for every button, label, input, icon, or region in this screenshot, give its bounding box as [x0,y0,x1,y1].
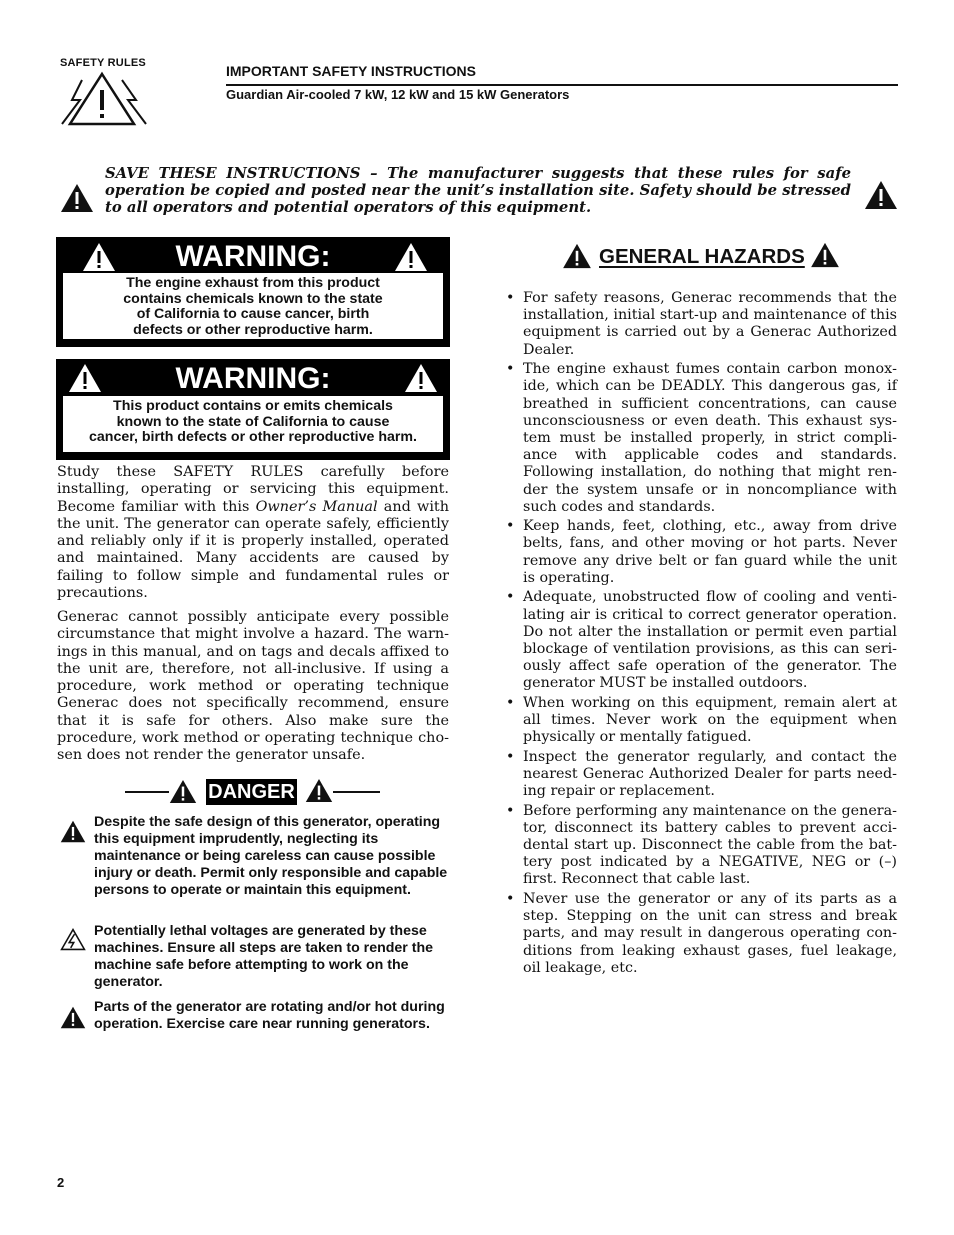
header-rule [226,84,898,86]
danger-text: Parts of the generator are rotating and/or hot during operation. Exercise care near running generators. [94,999,445,1033]
warning-title: WARNING: [175,240,331,273]
warning-box-chemicals [56,359,450,460]
list-item: • Keep hands, feet, clothing, etc., away from drive belts, fans, and other moving or hot parts. Never remove any drive belt or fan guard while the unit is operating. [504,518,897,587]
warning-line: This product contains or emits chemicals [113,398,393,414]
safety-logo-icon [58,70,150,128]
warning-triangle-icon [60,183,94,213]
warning-title: WARNING: [175,362,331,395]
list-item: • Adequate, unobstructed flow of cooling and ventilating air is critical to correct generator operation. Do not alter the installation or permit even partial blockage of ventilation provisions, as this can seriously affect safe operation of the generator. The generator MUST be installed outdoors. [504,589,897,692]
warning-triangle-icon [60,820,86,843]
intro-paragraph: Generac cannot possibly anticipate every possible circumstance that might involve a hazard. The warnings in this manual, and on tags and decals affixed to the unit are, therefore, not all-inclusive. If using a procedure, work method or operating technique Generac does not specifically recommend, ensure that it is safe for others. Also make sure the procedure, work method or operating technique chosen does not render the generator unsafe. [57,609,449,764]
page-title: IMPORTANT SAFETY INSTRUCTIONS [226,63,476,79]
danger-label: DANGER [206,779,297,805]
warning-triangle-icon [562,243,592,269]
electrical-hazard-icon [60,928,86,951]
warning-text [63,396,443,452]
warning-triangle-icon [305,778,333,803]
warning-line: cancer, birth defects or other reproductive harm. [89,429,417,446]
warning-line: The engine exhaust from this product [126,275,380,291]
list-item: • The engine exhaust fumes contain carbon monoxide, which can be DEADLY. This dangerous gas, if breathed in sufficient concentrations, can cause unconsciousness or even death. This exhaust system must be installed properly, in strict compliance with applicable codes and standards. Following installation, do nothing that might render the system unsafe or in noncompliance with such codes and standards. [504,361,897,516]
warning-line: of California to cause cancer, birth [136,306,370,323]
warning-triangle-icon [60,1006,86,1029]
divider [125,791,169,793]
warning-triangle-icon [404,363,438,393]
manual-title: Owner’s Manual [255,498,378,515]
warning-line: contains chemicals known to the state [123,290,383,307]
intro-paragraph [57,464,449,602]
list-item: • Inspect the generator regularly, and contact the nearest Generac Authorized Dealer for parts needing repair or replacement. [504,749,897,801]
warning-triangle-icon [169,779,197,804]
warning-triangle-icon [394,242,428,272]
warning-triangle-icon [810,242,840,268]
section-title: GENERAL HAZARDS [599,245,805,268]
general-hazards-heading [560,241,850,275]
danger-banner [125,777,381,809]
save-instructions-notice: SAVE THESE INSTRUCTIONS – The manufacturer suggests that these rules for safe operation be copied and posted near the unit’s installation site. Safety should be stressed to all operators and potential operators of this equipment. [105,165,851,216]
intro-text: Study these SAFETY RULES carefully before installing, operating or servicing this equipment. Become familiar with this [57,464,449,515]
warning-triangle-icon [864,180,898,210]
page-subtitle: Guardian Air-cooled 7 kW, 12 kW and 15 kW Generators [226,87,570,102]
list-item: • For safety reasons, Generac recommends that the installation, initial start-up and maintenance of this equipment is carried out by a Generac Authorized Dealer. [504,290,897,359]
danger-text: Potentially lethal voltages are generated by these machines. Ensure all steps are taken to render the machine safe before attempting to work on the generator. [94,923,434,991]
list-item: • When working on this equipment, remain alert at all times. Never work on the equipment when physically or mentally fatigued. [504,695,897,747]
list-item: • Before performing any maintenance on the generator, disconnect its battery cables to prevent accidental start up. Disconnect the cable from the battery post indicated by a NEGATIVE, NEG or (–) first. Reconnect that cable last. [504,803,897,889]
list-item: • Never use the generator or any of its parts as a step. Stepping on the unit can stress and break parts, and may result in dangerous operating conditions from leaking exhaust gases, fuel leakage, oil leakage, etc. [504,891,897,977]
section-label: SAFETY RULES [60,57,146,69]
warning-line: known to the state of California to cause [116,413,390,430]
danger-text: Despite the safe design of this generator, operating this equipment imprudently, neglecting its maintenance or being careless can cause possible injury or death. Permit only responsible and capable persons to operate or maintain this equipment. [94,814,448,899]
warning-line: defects or other reproductive harm. [133,321,373,338]
intro-text: and with the unit. The generator can operate safely, efficiently and reliably only if it is properly installed, operated and maintained. Many accidents are caused by failing to follow simple and fundamental rules or precautions. [57,498,449,602]
warning-box-exhaust [56,237,450,347]
warning-text [63,273,443,339]
divider [333,791,380,793]
page-number: 2 [57,1175,65,1190]
general-hazards-list [504,290,897,979]
